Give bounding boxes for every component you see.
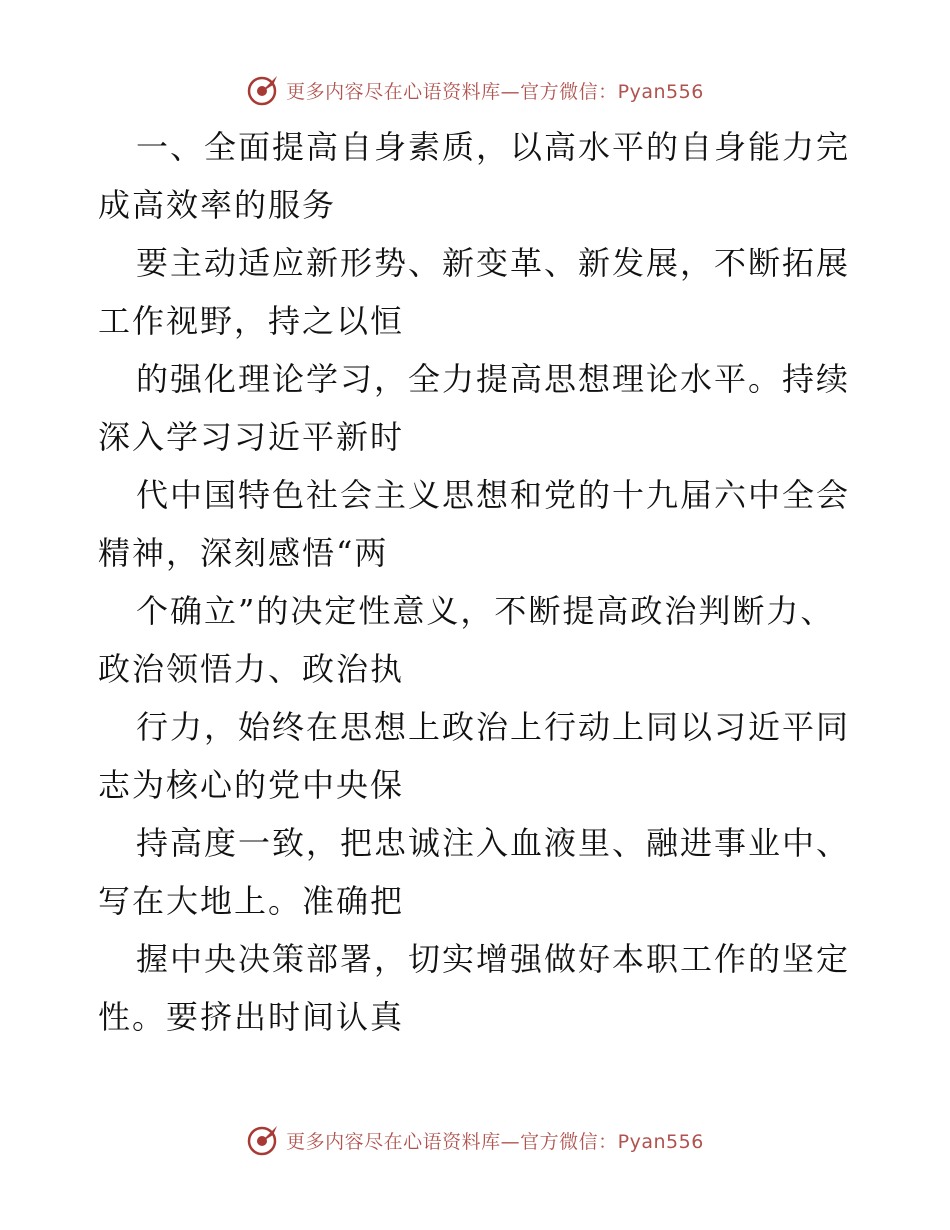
paragraph: 持高度一致，把忠诚注入血液里、融进事业中、写在大地上。准确把 — [98, 824, 851, 920]
quill-pen-logo-icon — [246, 1123, 280, 1157]
paragraph: 代中国特色社会主义思想和党的十九届六中全会精神，深刻感悟“两 — [98, 476, 851, 572]
paragraph: 握中央决策部署，切实增强做好本职工作的坚定性。要挤出时间认真 — [98, 940, 851, 1036]
paragraph: 要主动适应新形势、新变革、新发展，不断拓展工作视野，持之以恒 — [98, 244, 851, 340]
footer-banner-text: 更多内容尽在心语资料库—官方微信：Pyan556 — [286, 1130, 704, 1153]
footer-banner — [0, 1120, 950, 1160]
quill-pen-logo-icon — [246, 73, 280, 107]
paragraph: 的强化理论学习，全力提高思想理论水平。持续深入学习习近平新时 — [98, 360, 851, 456]
paragraph: 行力，始终在思想上政治上行动上同以习近平同志为核心的党中央保 — [98, 708, 851, 804]
header-banner-text: 更多内容尽在心语资料库—官方微信：Pyan556 — [286, 80, 704, 103]
paragraph: 一、全面提高自身素质，以高水平的自身能力完成高效率的服务 — [98, 128, 851, 224]
document-body — [98, 118, 858, 1046]
paragraph: 个确立”的决定性意义，不断提高政治判断力、政治领悟力、政治执 — [98, 592, 835, 688]
header-banner — [0, 70, 950, 110]
